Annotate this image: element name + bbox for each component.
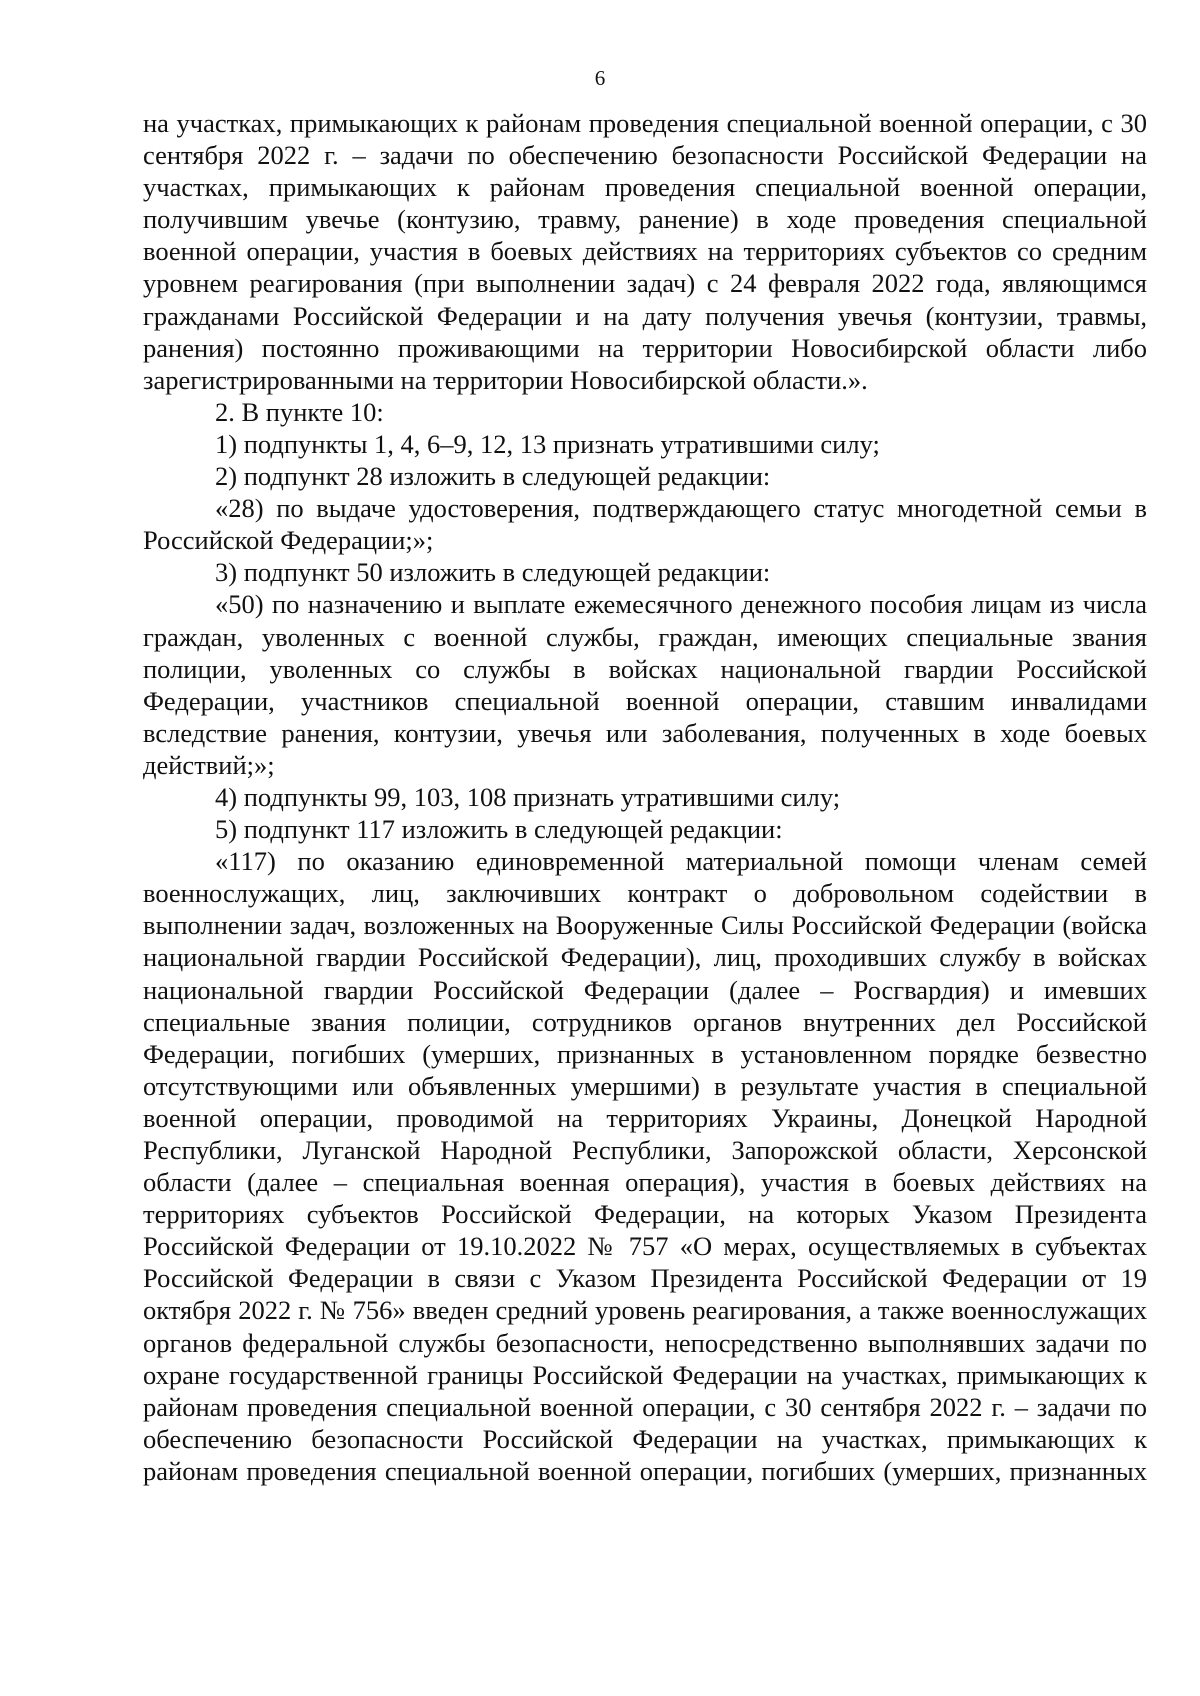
- paragraph-subitem-3: 3) подпункт 50 изложить в следующей редакции:: [215, 557, 771, 588]
- paragraph-subitem-5: 5) подпункт 117 изложить в следующей редакции:: [215, 814, 783, 845]
- paragraph-subitem-1: 1) подпункты 1, 4, 6–9, 12, 13 признать утратившими силу;: [215, 428, 880, 459]
- paragraph-quote-117: «117) по оказанию единовременной материальной помощи членам семей военнослужащих, лиц, заключивших контракт о добровольном содействии в выполнении задач, возложенных на Вооруженные Силы Российской Федерации (войска национальной гвардии Российской Федерации), лиц, проходивших службу в войсках национальной гвардии Российской Федерации (далее – Росгвардия) и имевших специальные звания полиции, сотрудников органов внутренних дел Российской Федерации, погибших (умерших, признанных в установленном порядке безвестно отсутствующими или объявленных умершими) в результате участия в специальной военной операции, проводимой на территориях Украины, Донецкой Народной Республики, Луганской Народной Республики, Запорожской области, Херсонской области (далее – специальная военная операция), участия в боевых действиях на территориях субъектов Российской Федерации, на которых Указом Президента Российской Федерации от 19.10.2022 № 757 «О мерах, осуществляемых в субъектах Российской Федерации в связи с Указом Президента Российской Федерации от 19 октября 2022 г. № 756» введен средний уровень реагирования, а также военнослужащих органов федеральной службы безопасности, непосредственно выполнявших задачи по охране государственной границы Российской Федерации на участках, примыкающих к районам проведения специальной военной операции, с 30 сентября 2022 г. – задачи по обеспечению безопасности Российской Федерации на участках, примыкающих к районам проведения специальной военной операции, погибших (умерших, признанных: [143, 846, 1147, 1486]
- paragraph-subitem-2: 2) подпункт 28 изложить в следующей редакции:: [215, 461, 771, 492]
- page-number: 6: [594, 66, 606, 90]
- document-body: [143, 107, 1147, 1487]
- paragraph-quote-28: «28) по выдаче удостоверения, подтверждающего статус многодетной семьи в Российской Федерации;»;: [143, 493, 1147, 556]
- paragraph-continuation: на участках, примыкающих к районам проведения специальной военной операции, с 30 сентября 2022 г. – задачи по обеспечению безопасности Российской Федерации на участках, примыкающих к районам проведения специальной военной операции, получившим увечье (контузию, травму, ранение) в ходе проведения специальной военной операции, участия в боевых действиях на территориях субъектов со средним уровнем реагирования (при выполнении задач) с 24 февраля 2022 года, являющимся гражданами Российской Федерации и на дату получения увечья (контузии, травмы, ранения) постоянно проживающими на территории Новосибирской области либо зарегистрированными на территории Новосибирской области.».: [143, 108, 1147, 395]
- paragraph-item-2: 2. В пункте 10:: [215, 396, 384, 427]
- paragraph-subitem-4: 4) подпункты 99, 103, 108 признать утратившими силу;: [215, 781, 841, 812]
- paragraph-quote-50: «50) по назначению и выплате ежемесячного денежного пособия лицам из числа граждан, уволенных с военной службы, граждан, имеющих специальные звания полиции, уволенных со службы в войсках национальной гвардии Российской Федерации, участников специальной военной операции, ставшим инвалидами вследствие ранения, контузии, увечья или заболевания, полученных в ходе боевых действий;»;: [143, 589, 1147, 780]
